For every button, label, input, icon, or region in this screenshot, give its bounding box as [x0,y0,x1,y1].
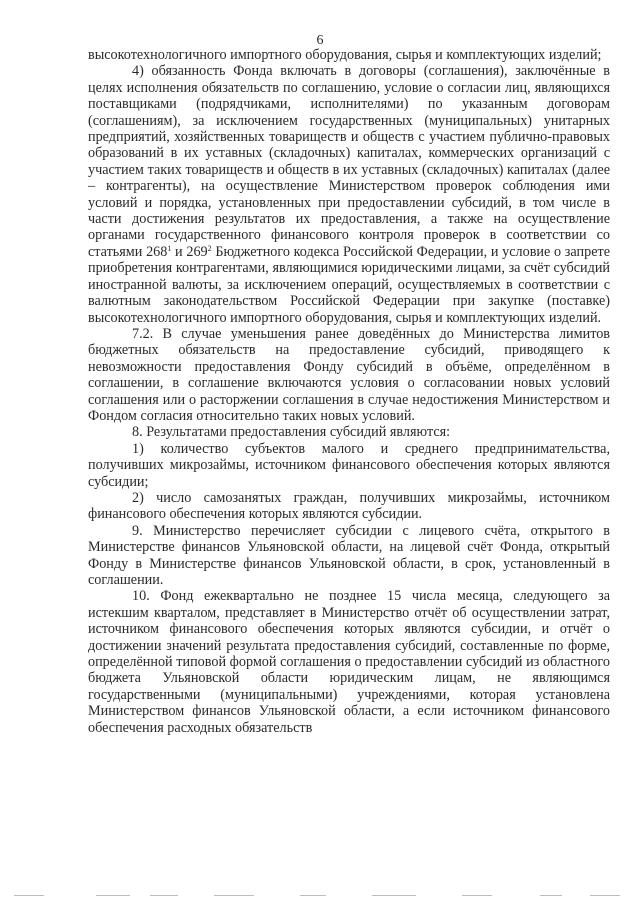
paragraph-item-8-1 [88,441,610,490]
footnote-superscript: 1 [167,243,172,253]
paragraph-item-10 [88,588,610,736]
text-run: и 269 [171,243,208,260]
paragraph-item-7-2 [88,326,610,424]
text-run: 7.2. В случае уменьшения ранее доведённых до Министерства лимитов бюджетных обязательств на предоставление субсидий, приводящего к невозможности предоставления Фонду субсидий в объёме, определённом в соглашении, в соглашение включаются условия о согласовании новых условий соглашения или о расторжении соглашения в случае недостижения Министерством и Фондом согласия относительно таких новых условий. [88,325,610,424]
text-run: 8. Результатами предоставления субсидий являются: [132,424,451,441]
paragraph-item-8-2 [88,490,610,523]
scan-edge-artifact [0,888,640,905]
text-run: 10. Фонд ежеквартально не позднее 15 числа месяца, следующего за истекшим кварталом, представляет в Министерство отчёт об осуществлении затрат, источником финансового обеспечения которых являются субсидии, и отчёт о достижении значений результата предоставления субсидий, составленные по форме, определённой типовой формой соглашения о предоставлении субсидий из областного бюджета Ульяновской области юридическим лицам, не являющимся государственными (муниципальными) учреждениями, которая установлена Министерством финансов Ульяновской области, а если источником финансового обеспечения расходных обязательств [88,588,610,736]
text-run: Бюджетного кодекса Российской Федерации, и условие о запрете приобретения контрагентами, являющимися юридическими лицами, за счёт субсидий иностранной валюты, за исключением операций, осуществляемых в соответствии с валютным законодательством Российской Федерации при закупке (поставке) высокотехнологичного импортного оборудования, сырья и комплектующих изделий. [88,243,611,326]
text-run: 1) количество субъектов малого и среднего предпринимательства, получивших микрозаймы, источником финансового обеспечения которых являются субсидии; [88,440,610,490]
text-run: высокотехнологичного импортного оборудования, сырья и комплектующих изделий; [88,47,602,63]
text-run: 9. Министерство перечисляет субсидии с лицевого счёта, открытого в Министерстве финансов Ульяновской области, на лицевой счёт Фонда, открытый Фонду в Министерстве финансов Ульяновской области, в срок, установленный в соглашении. [88,522,610,588]
text-run: 2) число самозанятых граждан, получивших микрозаймы, источником финансового обеспечения которых являются субсидии. [88,489,610,523]
paragraph-continuation [88,47,610,63]
text-run: 4) обязанность Фонда включать в договоры (соглашения), заключённые в целях исполнения обязательств по соглашению, условие о согласии лиц, являющихся поставщиками (подрядчиками, исполнителями) по указанным договорам (соглашениям), за исключением государственных (муниципальных) унитарных предприятий, хозяйственных товариществ и обществ с участием публично-правовых образований в их уставных (складочных) капиталах, коммерческих организаций с участием таких товариществ и обществ в их уставных (складочных) капиталах (далее – контрагенты), на осуществление Министерством проверок соблюдения ими условий и порядка, установленных при предоставлении субсидий, в том числе в части достижения результатов их предоставления, а также на осуществление органами государственного финансового контроля проверок в соответствии со статьями 268 [88,63,610,260]
page-number: 6 [316,33,324,48]
paragraph-item-4 [88,63,610,326]
body-text [88,47,610,736]
paragraph-item-8 [88,424,610,440]
footnote-superscript: 2 [207,243,212,253]
paragraph-item-9 [88,523,610,589]
